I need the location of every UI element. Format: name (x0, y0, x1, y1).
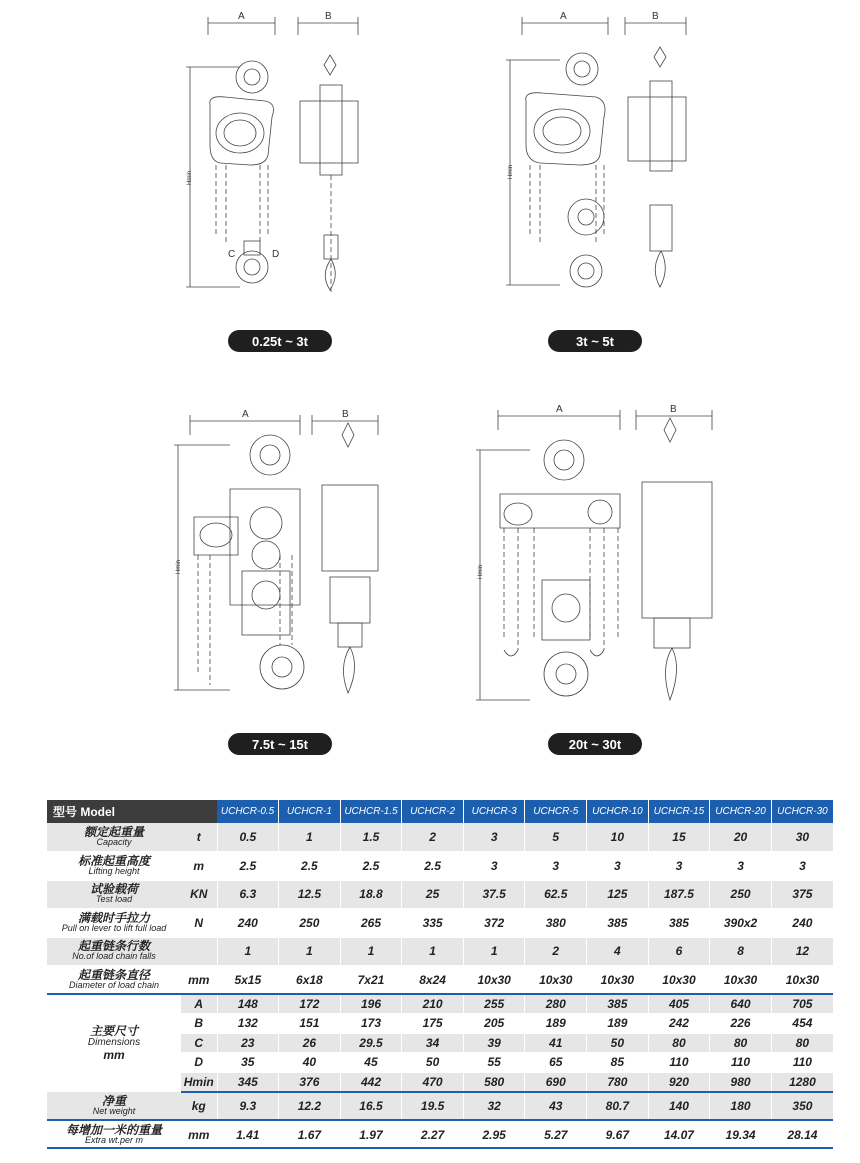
model-col-header: UCHCR-1.5 (340, 800, 402, 823)
table-cell: 37.5 (463, 880, 525, 909)
table-cell: 250 (279, 909, 341, 938)
table-cell: 920 (648, 1072, 710, 1092)
row-label (47, 937, 181, 966)
table-row (47, 1120, 833, 1149)
table-cell: 26 (279, 1033, 341, 1053)
table-cell: 250 (710, 880, 772, 909)
table-cell: 10x30 (648, 966, 710, 995)
table-cell: 19.34 (710, 1120, 772, 1149)
table-cell: 175 (402, 1014, 464, 1034)
row-label (47, 880, 181, 909)
table-cell: 375 (771, 880, 833, 909)
row-unit: t (181, 823, 217, 852)
table-cell: 280 (525, 994, 587, 1014)
table-cell: 3 (648, 852, 710, 881)
row-label (47, 909, 181, 938)
dim-b-label: B (670, 404, 677, 415)
table-cell: 7x21 (340, 966, 402, 995)
row-label-zh: 净重 (101, 1093, 126, 1108)
table-cell: 3 (463, 823, 525, 852)
row-label-en: Pull on lever to lift full load (61, 922, 167, 933)
table-cell: 242 (648, 1014, 710, 1034)
row-unit: kg (181, 1092, 217, 1121)
row-unit (181, 937, 217, 966)
table-cell: 10 (587, 823, 649, 852)
dim-b-label: B (342, 409, 349, 420)
table-cell: 110 (771, 1053, 833, 1073)
model-col-header: UCHCR-15 (648, 800, 710, 823)
row-label-zh: 额定起重量 (83, 825, 144, 839)
table-cell: 80 (710, 1033, 772, 1053)
table-cell: 3 (587, 852, 649, 881)
model-col-header: UCHCR-0.5 (217, 800, 279, 823)
dimension-key: D (181, 1053, 217, 1073)
row-unit: KN (181, 880, 217, 909)
table-cell: 189 (587, 1014, 649, 1034)
row-label-zh: 试验载荷 (89, 882, 138, 897)
dim-c-label: C (228, 249, 236, 260)
table-cell: 205 (463, 1014, 525, 1034)
table-cell: 10x30 (710, 966, 772, 995)
table-cell: 10x30 (587, 966, 649, 995)
table-row (47, 823, 833, 852)
table-cell: 705 (771, 994, 833, 1014)
table-cell: 2.27 (402, 1120, 464, 1149)
table-cell: 45 (340, 1053, 402, 1073)
table-cell: 1280 (771, 1072, 833, 1092)
table-cell: 2 (402, 823, 464, 852)
table-cell: 0.5 (217, 823, 279, 852)
row-label-zh: 标准起重高度 (77, 853, 150, 868)
caption-pill-medium: 3t ~ 5t (548, 330, 642, 352)
table-cell: 3 (771, 852, 833, 881)
model-col-header: UCHCR-2 (402, 800, 464, 823)
model-col-header: UCHCR-1 (279, 800, 341, 823)
table-cell: 5x15 (217, 966, 279, 995)
table-row (47, 937, 833, 966)
table-cell: 148 (217, 994, 279, 1014)
row-label-zh: 起重链条直径 (77, 967, 150, 982)
dim-b-label: B (325, 11, 332, 22)
caption-pill-large: 7.5t ~ 15t (228, 733, 332, 755)
table-cell: 125 (587, 880, 649, 909)
table-cell: 5.27 (525, 1120, 587, 1149)
hoist-drawing-large (170, 405, 390, 705)
table-cell: 12.5 (279, 880, 341, 909)
dim-a-label: A (556, 404, 563, 415)
table-cell: 34 (402, 1033, 464, 1053)
table-cell: 780 (587, 1072, 649, 1092)
table-cell: 18.8 (340, 880, 402, 909)
hoist-drawing-medium (500, 5, 700, 305)
dimensions-label-zh: 主要尺寸 (89, 1024, 138, 1038)
table-cell: 132 (217, 1014, 279, 1034)
row-label-en: Extra wt.per m (84, 1134, 143, 1145)
table-cell: 345 (217, 1072, 279, 1092)
table-cell: 1 (279, 823, 341, 852)
table-cell: 16.5 (340, 1092, 402, 1121)
table-cell: 580 (463, 1072, 525, 1092)
table-cell: 85 (587, 1053, 649, 1073)
table-cell: 385 (587, 994, 649, 1014)
table-header-row (47, 800, 833, 823)
table-cell: 390x2 (710, 909, 772, 938)
table-cell: 8 (710, 937, 772, 966)
table-row (47, 1092, 833, 1121)
row-label-en: Test load (95, 894, 133, 905)
table-cell: 1.41 (217, 1120, 279, 1149)
row-label-zh: 满载时手拉力 (77, 910, 150, 925)
table-cell: 2.95 (463, 1120, 525, 1149)
table-cell: 2.5 (340, 852, 402, 881)
table-row (47, 994, 833, 1014)
table-cell: 690 (525, 1072, 587, 1092)
table-cell: 5 (525, 823, 587, 852)
dim-a-label: A (238, 11, 245, 22)
table-cell: 43 (525, 1092, 587, 1121)
hoist-drawing-small (180, 5, 380, 305)
table-cell: 196 (340, 994, 402, 1014)
table-cell: 32 (463, 1092, 525, 1121)
table-cell: 187.5 (648, 880, 710, 909)
table-cell: 173 (340, 1014, 402, 1034)
row-unit: mm (181, 1120, 217, 1149)
table-cell: 470 (402, 1072, 464, 1092)
dimension-key: B (181, 1014, 217, 1034)
model-header: 型号 Model (47, 800, 217, 823)
table-cell: 376 (279, 1072, 341, 1092)
caption-pill-xlarge: 20t ~ 30t (548, 733, 642, 755)
table-cell: 35 (217, 1053, 279, 1073)
table-cell: 2.5 (402, 852, 464, 881)
table-cell: 4 (587, 937, 649, 966)
table-cell: 3 (710, 852, 772, 881)
table-cell: 350 (771, 1092, 833, 1121)
hmin-label: Hmin (176, 559, 182, 574)
table-cell: 62.5 (525, 880, 587, 909)
table-cell: 189 (525, 1014, 587, 1034)
table-cell: 8x24 (402, 966, 464, 995)
table-cell: 80 (648, 1033, 710, 1053)
table-cell: 2 (525, 937, 587, 966)
table-cell: 1.5 (340, 823, 402, 852)
table-cell: 1.97 (340, 1120, 402, 1149)
table-cell: 442 (340, 1072, 402, 1092)
table-cell: 14.07 (648, 1120, 710, 1149)
table-cell: 255 (463, 994, 525, 1014)
model-col-header: UCHCR-30 (771, 800, 833, 823)
table-cell: 240 (217, 909, 279, 938)
table-cell: 454 (771, 1014, 833, 1034)
row-label-zh: 起重链条行数 (77, 939, 150, 954)
dimension-key: C (181, 1033, 217, 1053)
table-cell: 1.67 (279, 1120, 341, 1149)
table-cell: 12.2 (279, 1092, 341, 1121)
dim-b-label: B (652, 11, 659, 22)
hmin-label: Hmin (187, 170, 193, 185)
table-cell: 210 (402, 994, 464, 1014)
table-bottom-rule (47, 1147, 833, 1149)
table-cell: 19.5 (402, 1092, 464, 1121)
table-cell: 1 (463, 937, 525, 966)
table-cell: 50 (402, 1053, 464, 1073)
model-col-header: UCHCR-3 (463, 800, 525, 823)
dim-a-label: A (560, 11, 567, 22)
table-cell: 2.5 (279, 852, 341, 881)
table-row (47, 966, 833, 995)
table-cell: 110 (648, 1053, 710, 1073)
row-unit: N (181, 909, 217, 938)
table-cell: 380 (525, 909, 587, 938)
table-cell: 12 (771, 937, 833, 966)
table-cell: 28.14 (771, 1120, 833, 1149)
table-cell: 29.5 (340, 1033, 402, 1053)
table-cell: 335 (402, 909, 464, 938)
table-cell: 40 (279, 1053, 341, 1073)
table-cell: 405 (648, 994, 710, 1014)
table-cell: 385 (587, 909, 649, 938)
table-cell: 226 (710, 1014, 772, 1034)
dimension-key: Hmin (181, 1072, 217, 1092)
hoist-drawing-xlarge (470, 400, 720, 710)
table-cell: 39 (463, 1033, 525, 1053)
table-cell: 6 (648, 937, 710, 966)
row-unit: mm (181, 966, 217, 995)
table-cell: 25 (402, 880, 464, 909)
row-label-en: Lifting height (88, 865, 140, 876)
table-row (47, 880, 833, 909)
row-label (47, 1092, 181, 1121)
table-cell: 265 (340, 909, 402, 938)
table-cell: 55 (463, 1053, 525, 1073)
row-label (47, 966, 181, 995)
table-cell: 30 (771, 823, 833, 852)
table-cell: 10x30 (525, 966, 587, 995)
table-cell: 172 (279, 994, 341, 1014)
table-cell: 1 (217, 937, 279, 966)
row-label (47, 823, 181, 852)
table-row (47, 852, 833, 881)
table-cell: 2.5 (217, 852, 279, 881)
hmin-label: Hmin (508, 164, 514, 179)
row-label-zh: 每增加一米的重量 (65, 1122, 162, 1137)
dimension-key: A (181, 994, 217, 1014)
table-cell: 80.7 (587, 1092, 649, 1121)
table-cell: 3 (525, 852, 587, 881)
table-cell: 9.67 (587, 1120, 649, 1149)
spec-table (47, 800, 833, 1149)
table-cell: 15 (648, 823, 710, 852)
row-unit: m (181, 852, 217, 881)
model-col-header: UCHCR-20 (710, 800, 772, 823)
table-cell: 10x30 (771, 966, 833, 995)
table-cell: 151 (279, 1014, 341, 1034)
table-cell: 640 (710, 994, 772, 1014)
table-cell: 9.3 (217, 1092, 279, 1121)
table-cell: 65 (525, 1053, 587, 1073)
dim-d-label: D (272, 249, 280, 260)
table-cell: 1 (279, 937, 341, 966)
model-col-header: UCHCR-10 (587, 800, 649, 823)
table-cell: 80 (771, 1033, 833, 1053)
caption-pill-small: 0.25t ~ 3t (228, 330, 332, 352)
table-cell: 50 (587, 1033, 649, 1053)
table-cell: 3 (463, 852, 525, 881)
table-cell: 372 (463, 909, 525, 938)
row-label-en: Net weight (92, 1105, 136, 1116)
dim-a-label: A (242, 409, 249, 420)
table-cell: 23 (217, 1033, 279, 1053)
dimensions-label-en: Dimensions (87, 1037, 141, 1048)
table-row (47, 909, 833, 938)
dimensions-label (47, 994, 181, 1092)
row-label-en: Diameter of load chain (68, 979, 160, 990)
table-cell: 1 (402, 937, 464, 966)
row-label (47, 852, 181, 881)
table-cell: 980 (710, 1072, 772, 1092)
row-label-en: Capacity (96, 837, 132, 847)
table-cell: 10x30 (463, 966, 525, 995)
table-cell: 6.3 (217, 880, 279, 909)
hmin-label: Hmin (478, 564, 484, 579)
table-cell: 140 (648, 1092, 710, 1121)
table-cell: 110 (710, 1053, 772, 1073)
table-cell: 240 (771, 909, 833, 938)
table-cell: 385 (648, 909, 710, 938)
row-label (47, 1120, 181, 1149)
table-cell: 180 (710, 1092, 772, 1121)
table-cell: 1 (340, 937, 402, 966)
table-cell: 6x18 (279, 966, 341, 995)
dimensions-label-unit: mm (103, 1048, 125, 1062)
table-cell: 20 (710, 823, 772, 852)
model-col-header: UCHCR-5 (525, 800, 587, 823)
table-cell: 41 (525, 1033, 587, 1053)
row-label-en: No.of load chain falls (72, 951, 156, 962)
